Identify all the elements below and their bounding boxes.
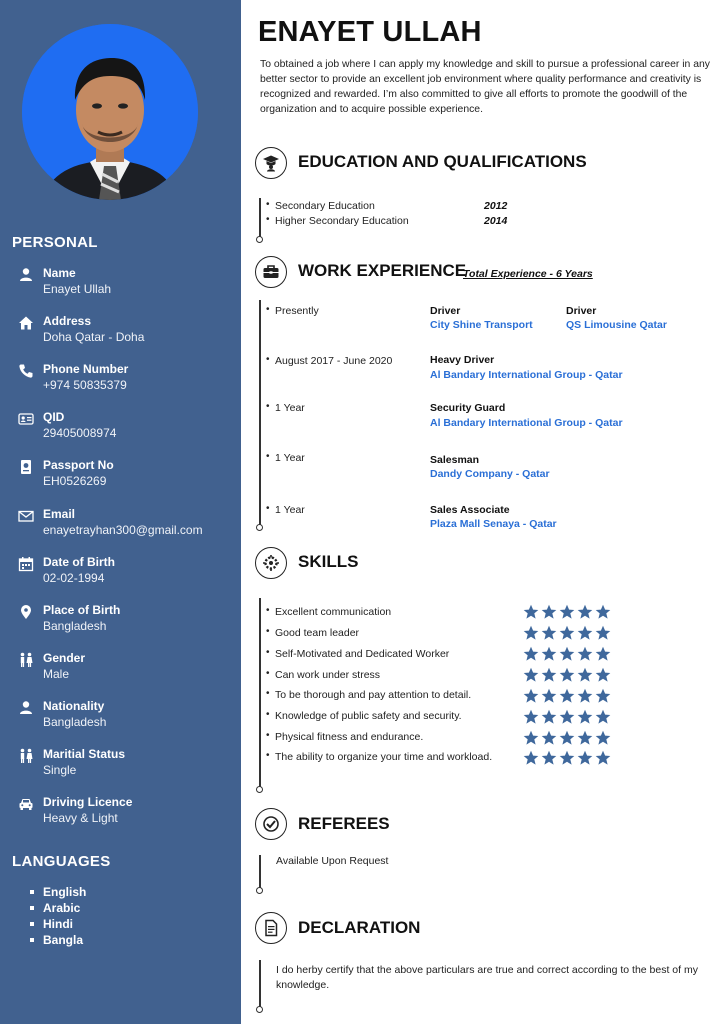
education-item: • Secondary Education [266, 200, 375, 212]
skill-item: • Good team leader [266, 627, 359, 639]
user-icon [18, 267, 34, 283]
star-icon [523, 604, 539, 620]
star-icon [595, 604, 611, 620]
work-period: • 1 Year [266, 504, 305, 516]
declaration-text: I do herby certify that the above particulars are true and correct according to the best of my knowledge. [276, 964, 698, 991]
star-icon [523, 750, 539, 766]
education-title: EDUCATION AND QUALIFICATIONS [298, 152, 587, 171]
skill-item: • Self-Motivated and Dedicated Worker [266, 648, 449, 660]
personal-heading: PERSONAL [12, 234, 98, 251]
education-timeline [259, 198, 261, 238]
briefcase-icon [255, 256, 287, 288]
language-item: English [30, 884, 86, 900]
skill-rating [523, 709, 615, 725]
skills-gear-icon [255, 547, 287, 579]
work-period: • 1 Year [266, 452, 305, 464]
portrait-illustration [22, 24, 198, 200]
passport-icon [18, 459, 34, 475]
work-timeline [259, 300, 261, 526]
skill-rating [523, 646, 615, 662]
skill-rating [523, 625, 615, 641]
marital-status-value: Single [43, 763, 77, 777]
star-icon [559, 688, 575, 704]
star-icon [595, 730, 611, 746]
personal-item-birthplace [18, 603, 238, 643]
star-icon [577, 709, 593, 725]
skill-rating [523, 667, 615, 683]
name-label: Name [43, 266, 76, 280]
job-company: Dandy Company - Qatar [430, 468, 550, 480]
education-timeline-end [256, 236, 263, 243]
personal-item-dob [18, 555, 238, 595]
language-item: Bangla [30, 932, 86, 948]
personal-item-marital-status [18, 747, 238, 787]
id-card-icon [18, 411, 34, 427]
passport-value: EH0526269 [43, 474, 107, 488]
marital-status-label: Maritial Status [43, 747, 126, 761]
career-objective: To obtained a job where I can apply my knowledge and skill to pursue a professional career in any better sector to provide an excellent job environment where quality performance and creativity is recognized and rewarded. I’m also committed to give all efforts to promote the goodwill of the organization and to acquire possible experience. [260, 59, 710, 115]
personal-item-nationality [18, 699, 238, 739]
total-experience: Total Experience - 6 Years [463, 268, 593, 280]
referees-text: Available Upon Request [276, 855, 389, 867]
star-icon [541, 646, 557, 662]
graduate-icon [255, 147, 287, 179]
gender-icon [18, 652, 34, 668]
star-icon [595, 667, 611, 683]
star-icon [541, 750, 557, 766]
skills-title: SKILLS [298, 552, 359, 571]
star-icon [541, 730, 557, 746]
star-icon [595, 646, 611, 662]
star-icon [559, 750, 575, 766]
qid-value: 29405008974 [43, 426, 117, 440]
star-icon [577, 730, 593, 746]
star-icon [523, 688, 539, 704]
star-icon [577, 750, 593, 766]
personal-item-name [18, 266, 238, 306]
profile-photo [22, 24, 198, 200]
address-label: Address [43, 314, 92, 328]
calendar-icon [18, 556, 34, 572]
work-period: • August 2017 - June 2020 [266, 355, 392, 367]
job-company: Plaza Mall Senaya - Qatar [430, 518, 557, 530]
declaration-title: DECLARATION [298, 918, 421, 937]
languages-heading: LANGUAGES [12, 853, 111, 870]
star-icon [541, 688, 557, 704]
personal-item-passport [18, 458, 238, 498]
job-title: Heavy Driver [430, 354, 495, 366]
gender-label: Gender [43, 651, 86, 665]
personal-item-address [18, 314, 238, 354]
languages-list [30, 884, 86, 948]
skill-rating [523, 688, 615, 704]
qid-label: QID [43, 410, 65, 424]
document-icon [255, 912, 287, 944]
job-title: Salesman [430, 454, 480, 466]
star-icon [595, 688, 611, 704]
skill-item: • The ability to organize your time and workload. [266, 751, 492, 763]
work-period: • Presently [266, 305, 319, 317]
star-icon [577, 667, 593, 683]
star-icon [577, 646, 593, 662]
dob-value: 02-02-1994 [43, 571, 105, 585]
skill-item: • Physical fitness and endurance. [266, 731, 423, 743]
personal-item-phone [18, 362, 238, 402]
map-pin-icon [18, 604, 34, 620]
home-icon [18, 315, 34, 331]
phone-icon [18, 363, 34, 379]
skill-item: • Excellent communication [266, 606, 391, 618]
couple-icon [18, 748, 34, 764]
referees-timeline-end [256, 887, 263, 894]
driving-licence-value: Heavy & Light [43, 811, 118, 825]
personal-item-qid [18, 410, 238, 450]
referees-icon [255, 808, 287, 840]
referees-title: REFEREES [298, 814, 390, 833]
phone-value: +974 50835379 [43, 378, 127, 392]
star-icon [541, 625, 557, 641]
skill-rating [523, 750, 615, 766]
skill-item: • Can work under stress [266, 669, 380, 681]
star-icon [559, 730, 575, 746]
star-icon [559, 709, 575, 725]
job-title: Driver [430, 305, 461, 317]
skills-timeline-end [256, 786, 263, 793]
language-item: Arabic [30, 900, 86, 916]
dob-label: Date of Birth [43, 555, 115, 569]
user-icon [18, 700, 34, 716]
star-icon [523, 646, 539, 662]
star-icon [577, 625, 593, 641]
referees-timeline [259, 855, 261, 889]
personal-item-email [18, 507, 238, 547]
star-icon [559, 625, 575, 641]
sidebar [0, 0, 241, 1024]
birthplace-label: Place of Birth [43, 603, 121, 617]
star-icon [523, 625, 539, 641]
address-value: Doha Qatar - Doha [43, 330, 145, 344]
skills-timeline [259, 598, 261, 788]
star-icon [595, 625, 611, 641]
personal-item-driving-licence [18, 795, 238, 835]
star-icon [541, 709, 557, 725]
education-item: • Higher Secondary Education [266, 215, 409, 227]
envelope-icon [18, 508, 34, 524]
job-company: Al Bandary International Group - Qatar [430, 417, 623, 429]
nationality-label: Nationality [43, 699, 105, 713]
gender-value: Male [43, 667, 70, 681]
star-icon [559, 667, 575, 683]
star-icon [595, 750, 611, 766]
education-year: 2012 [484, 200, 508, 212]
skill-rating [523, 730, 615, 746]
star-icon [523, 667, 539, 683]
personal-item-gender [18, 651, 238, 691]
star-icon [523, 709, 539, 725]
education-year: 2014 [484, 215, 508, 227]
star-icon [541, 604, 557, 620]
job-title: Sales Associate [430, 504, 510, 516]
job-company: City Shine Transport [430, 319, 533, 331]
skill-item: • Knowledge of public safety and security. [266, 710, 462, 722]
star-icon [541, 667, 557, 683]
job-company: QS Limousine Qatar [566, 319, 667, 331]
star-icon [577, 688, 593, 704]
email-label: Email [43, 507, 76, 521]
nationality-value: Bangladesh [43, 715, 107, 729]
work-timeline-end [256, 524, 263, 531]
skill-item: • To be thorough and pay attention to detail. [266, 689, 471, 701]
birthplace-value: Bangladesh [43, 619, 107, 633]
work-experience-title: WORK EXPERIENCE [298, 261, 467, 280]
skill-rating [523, 604, 615, 620]
language-item: Hindi [30, 916, 86, 932]
job-company: Al Bandary International Group - Qatar [430, 369, 623, 381]
star-icon [523, 730, 539, 746]
driving-licence-label: Driving Licence [43, 795, 133, 809]
phone-label: Phone Number [43, 362, 129, 376]
declaration-timeline [259, 960, 261, 1008]
star-icon [577, 604, 593, 620]
declaration-timeline-end [256, 1006, 263, 1013]
star-icon [559, 604, 575, 620]
job-title: Security Guard [430, 402, 506, 414]
job-title: Driver [566, 305, 597, 317]
name-value: Enayet Ullah [43, 282, 112, 296]
star-icon [595, 709, 611, 725]
star-icon [559, 646, 575, 662]
email-value: enayetrayhan300@gmail.com [43, 523, 203, 537]
car-icon [18, 796, 34, 812]
candidate-name: ENAYET ULLAH [258, 16, 482, 48]
work-period: • 1 Year [266, 402, 305, 414]
passport-label: Passport No [43, 458, 114, 472]
